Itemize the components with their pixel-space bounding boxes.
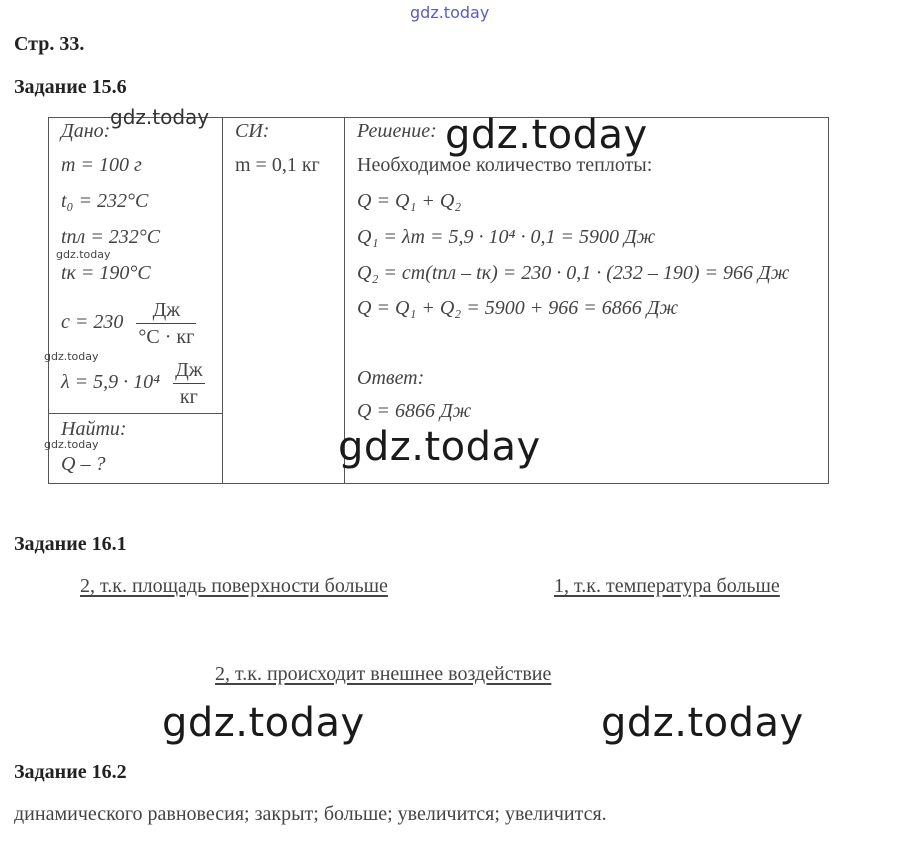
reshenie-line-5: Q = Q₁ + Q₂ = 5900 + 966 = 6866 Дж: [357, 297, 679, 319]
otvet-value: Q = 6866 Дж: [357, 400, 472, 422]
reshenie-line-1: Необходимое количество теплоты:: [357, 154, 653, 176]
lambda-prefix: λ = 5,9 · 10⁴: [61, 371, 161, 394]
task-16-1-answer-3: 2, т.к. происходит внешнее воздействие: [215, 663, 552, 685]
si-value: m = 0,1 кг: [235, 154, 320, 176]
task-16-2-title: Задание 16.2: [14, 761, 127, 783]
lambda-fraction: [173, 357, 204, 410]
c-prefix: c = 230: [61, 311, 124, 334]
lambda-denominator: кг: [179, 386, 198, 408]
c-fraction: [136, 297, 196, 350]
dano-tpl: tпл = 232°C: [61, 226, 161, 248]
task-16-1-title: Задание 16.1: [14, 533, 127, 555]
reshenie-line-3: Q₁ = λm = 5,9 · 10⁴ · 0,1 = 5900 Дж: [357, 226, 656, 248]
reshenie-header: Решение:: [357, 120, 437, 142]
dano-mass: m = 100 г: [61, 154, 142, 176]
dano-heat-capacity: [61, 297, 196, 350]
watermark: gdz.today: [44, 438, 99, 451]
reshenie-line-2: Q = Q₁ + Q₂: [357, 190, 462, 212]
lambda-numerator: Дж: [173, 357, 204, 384]
c-numerator: Дж: [136, 297, 196, 324]
task-15-6-title: Задание 15.6: [14, 76, 127, 98]
dano-t0: t₀ = 232°C: [61, 190, 149, 212]
reshenie-line-4: Q₂ = cm(tпл – tк) = 230 · 0,1 · (232 – 190) = 966 Дж: [357, 262, 790, 284]
otvet-header: Ответ:: [357, 367, 425, 389]
si-header: СИ:: [235, 120, 270, 142]
task-16-2-text: динамического равновесия; закрыт; больше; увеличится; увеличится.: [14, 803, 607, 825]
watermark: gdz.today: [445, 112, 648, 158]
dano-tk: tк = 190°C: [61, 262, 151, 284]
watermark-top: gdz.today: [410, 3, 490, 22]
task-16-1-answer-2: 1, т.к. температура больше: [554, 575, 780, 597]
naiti-value: Q – ?: [61, 453, 106, 475]
watermark: gdz.today: [56, 248, 111, 261]
watermark: gdz.today: [338, 424, 541, 470]
watermark: gdz.today: [44, 350, 99, 363]
page-label: Стр. 33.: [14, 33, 85, 55]
dano-lambda: [61, 357, 205, 410]
task-16-1-answer-1: 2, т.к. площадь поверхности больше: [80, 575, 388, 597]
c-denominator: °C · кг: [138, 326, 195, 348]
watermark: gdz.today: [162, 700, 365, 746]
watermark: gdz.today: [110, 105, 210, 129]
dano-header: Дано:: [61, 120, 111, 142]
naiti-header: Найти:: [61, 418, 127, 440]
watermark: gdz.today: [601, 700, 804, 746]
